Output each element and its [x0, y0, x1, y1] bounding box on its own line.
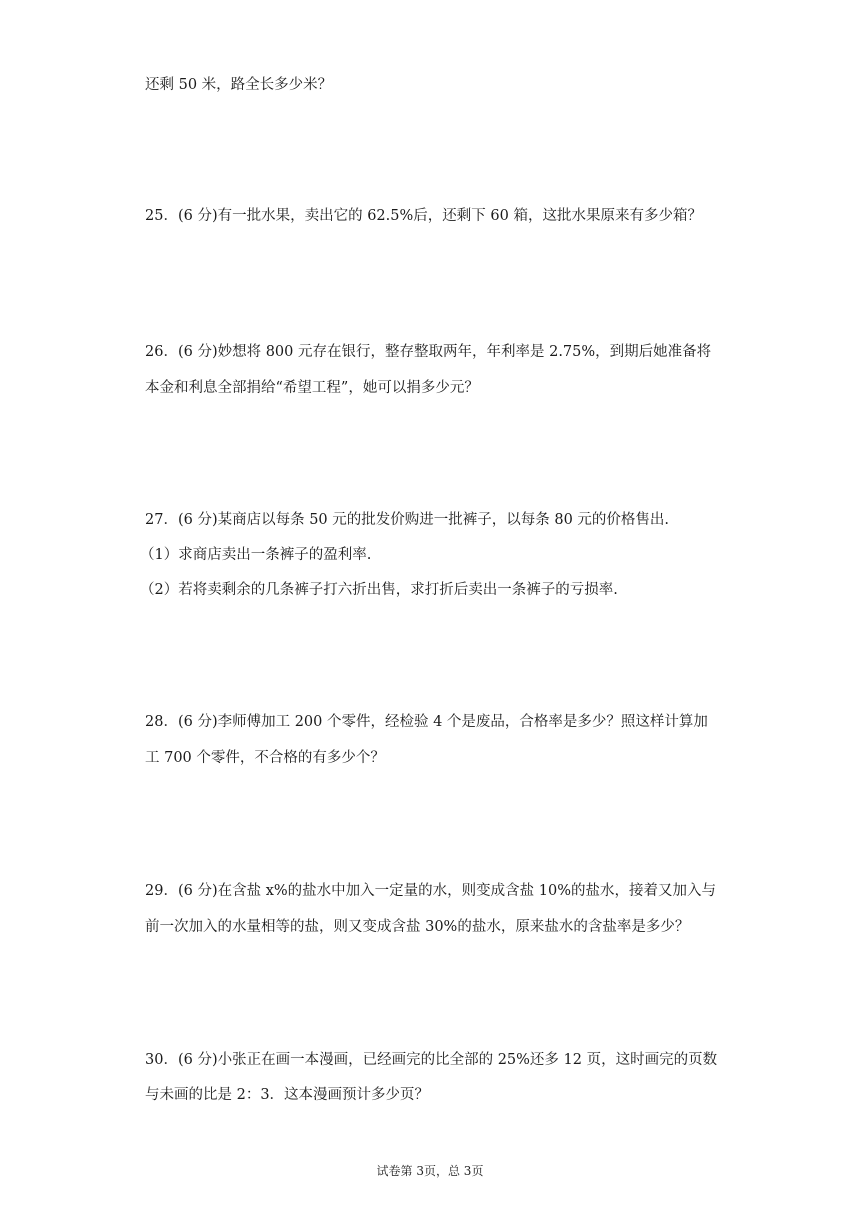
- q30-text-line2: 与未画的比是 2：3．这本漫画预计多少页？: [145, 1087, 430, 1103]
- q26-text-line1: 26．(6 分)妙想将 800 元存在银行，整存整取两年，年利率是 2.75%，到期后她准备将: [145, 344, 712, 360]
- q27-subquestion-1: （1）求商店卖出一条裤子的盈利率.: [140, 547, 372, 563]
- q29-text-line1: 29．(6 分)在含盐 x%的盐水中加入一定量的水，则变成含盐 10%的盐水，接着又加入与: [145, 883, 716, 899]
- q29-text-line2: 前一次加入的水量相等的盐，则又变成含盐 30%的盐水，原来盐水的含盐率是多少？: [145, 919, 690, 935]
- q27-text: 27．(6 分)某商店以每条 50 元的批发价购进一批裤子，以每条 80 元的价格售出.: [145, 512, 670, 528]
- q26-text-line2: 本金和利息全部捐给“希望工程”，她可以捐多少元？: [145, 380, 479, 396]
- q24-continuation: 还剩 50 米，路全长多少米？: [145, 77, 333, 93]
- q25-text: 25．(6 分)有一批水果，卖出它的 62.5%后，还剩下 60 箱，这批水果原来有多少箱？: [145, 208, 702, 224]
- q30-text-line1: 30．(6 分)小张正在画一本漫画，已经画完的比全部的 25%还多 12 页，这时画完的页数: [145, 1052, 718, 1068]
- page-footer: 试卷第 3页，总 3页: [376, 1164, 484, 1178]
- q28-text-line2: 工 700 个零件，不合格的有多少个？: [145, 750, 385, 766]
- q28-text-line1: 28．(6 分)李师傅加工 200 个零件，经检验 4 个是废品，合格率是多少？照这样计算加: [145, 714, 708, 730]
- q27-subquestion-2: （2）若将卖剩余的几条裤子打六折出售，求打折后卖出一条裤子的亏损率.: [140, 582, 618, 598]
